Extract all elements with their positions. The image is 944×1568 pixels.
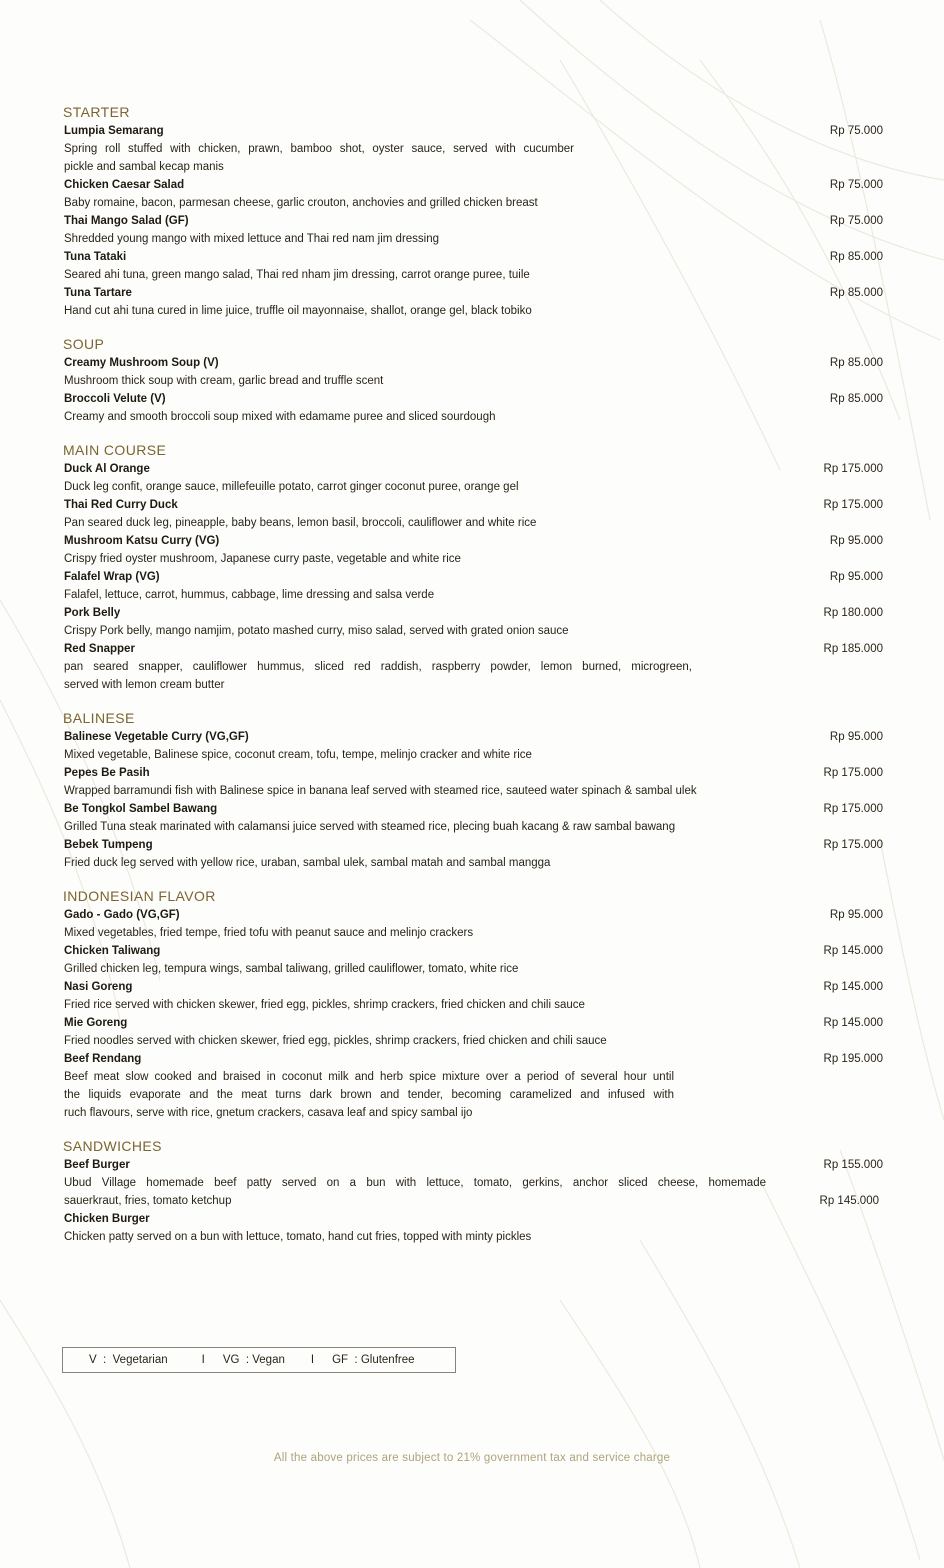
dish-description: Creamy and smooth broccoli soup mixed with edamame puree and sliced sourdough (64, 411, 496, 423)
dish-description: Crispy fried oyster mushroom, Japanese curry paste, vegetable and white rice (64, 553, 461, 565)
dish-name: Lumpia Semarang (64, 125, 164, 137)
menu-item-header (63, 496, 883, 514)
dish-description: Chicken patty served on a bun with lettuce, tomato, hand cut fries, topped with minty pickles (64, 1231, 532, 1243)
dish-price: Rp 75.000 (829, 215, 883, 227)
dish-name: Gado - Gado (VG,GF) (64, 909, 180, 921)
dish-name: Mushroom Katsu Curry (VG) (64, 535, 220, 547)
menu-item (63, 568, 883, 604)
dish-description: Beef meat slow cooked and braised in coconut milk and herb spice mixture over a period of several hour until (64, 1071, 674, 1083)
dish-price: Rp 95.000 (829, 731, 883, 743)
menu-section (63, 440, 883, 694)
menu-item-header (63, 212, 883, 230)
section-title: SOUP (63, 336, 105, 352)
menu-item-header (63, 1050, 883, 1068)
dish-name: Chicken Caesar Salad (64, 179, 185, 191)
menu-item (63, 800, 883, 836)
dish-name: Thai Mango Salad (GF) (64, 215, 189, 227)
dish-name: Chicken Taliwang (64, 945, 161, 957)
menu-item (63, 1014, 883, 1050)
dish-price: Rp 175.000 (823, 499, 883, 511)
dish-name: Beef Rendang (64, 1053, 142, 1065)
dish-description: ruch flavours, serve with rice, gnetum crackers, casava leaf and spicy sambal ijo (64, 1107, 473, 1119)
menu-section (63, 102, 883, 320)
menu-item-header (63, 1014, 883, 1032)
menu-item (63, 284, 883, 320)
dish-description: Fried rice served with chicken skewer, fried egg, pickles, shrimp crackers, fried chicken and chili sauce (64, 999, 585, 1011)
menu-item-header (63, 1210, 883, 1228)
menu-item (63, 1156, 883, 1210)
dish-description: Hand cut ahi tuna cured in lime juice, truffle oil mayonnaise, shallot, orange gel, black tobiko (64, 305, 532, 317)
menu-item (63, 354, 883, 390)
dish-name: Pork Belly (64, 607, 121, 619)
tax-notice: All the above prices are subject to 21% government tax and service charge (273, 1452, 671, 1464)
legend-glutenfree: GF : Glutenfree (332, 1354, 415, 1366)
menu-item-header (63, 122, 883, 140)
menu-item (63, 122, 883, 176)
dish-price: Rp 185.000 (823, 643, 883, 655)
dish-description: Crispy Pork belly, mango namjim, potato mashed curry, miso salad, served with grated onion sauce (64, 625, 569, 637)
menu-item-header (63, 906, 883, 924)
menu-item-header (63, 728, 883, 746)
menu-item (63, 728, 883, 764)
dish-description: Duck leg confit, orange sauce, millefeuille potato, carrot ginger coconut puree, orange gel (64, 481, 519, 493)
dish-price: Rp 85.000 (829, 251, 883, 263)
dish-description: Mixed vegetables, fried tempe, fried tofu with peanut sauce and melinjo crackers (64, 927, 474, 939)
menu-item-header (63, 176, 883, 194)
dish-name: Bebek Tumpeng (64, 839, 153, 851)
dish-description: sauerkraut, fries, tomato ketchup (64, 1195, 232, 1207)
dish-name: Mie Goreng (64, 1017, 128, 1029)
legend-separator: I (310, 1354, 315, 1366)
dish-description: Mushroom thick soup with cream, garlic bread and truffle scent (64, 375, 384, 387)
menu-item-header (63, 640, 883, 658)
dish-name: Beef Burger (64, 1159, 130, 1171)
dish-description: Fried duck leg served with yellow rice, uraban, sambal ulek, sambal matah and sambal mangga (64, 857, 551, 869)
dish-name: Duck Al Orange (64, 463, 150, 475)
dish-description: Spring roll stuffed with chicken, prawn, bamboo shot, oyster sauce, served with cucumber (64, 143, 574, 155)
dish-description: Wrapped barramundi fish with Balinese spice in banana leaf served with steamed rice, sauteed water spinach & sambal ulek (64, 785, 697, 797)
dish-price: Rp 95.000 (829, 909, 883, 921)
menu-item-header (63, 800, 883, 818)
dish-price: Rp 145.000 (823, 1017, 883, 1029)
dish-description: served with lemon cream butter (64, 679, 225, 691)
dish-name: Pepes Be Pasih (64, 767, 150, 779)
dish-name: Thai Red Curry Duck (64, 499, 178, 511)
dish-name: Chicken Burger (64, 1213, 150, 1225)
section-title: BALINESE (63, 710, 135, 726)
menu-item (63, 532, 883, 568)
dish-price: Rp 180.000 (823, 607, 883, 619)
menu-item (63, 1050, 883, 1122)
menu-item-header (63, 390, 883, 408)
menu-item-header (63, 532, 883, 550)
legend-separator: I (201, 1354, 205, 1366)
menu-item (63, 248, 883, 284)
dish-description: Grilled chicken leg, tempura wings, sambal taliwang, grilled cauliflower, tomato, white rice (64, 963, 519, 975)
menu-item (63, 390, 883, 426)
dish-price: Rp 145.000 (819, 1195, 879, 1207)
dish-description: pickle and sambal kecap manis (64, 161, 224, 173)
menu-item (63, 496, 883, 532)
menu-item (63, 604, 883, 640)
dish-name: Be Tongkol Sambel Bawang (64, 803, 218, 815)
section-title: SANDWICHES (63, 1138, 162, 1154)
dish-name: Red Snapper (64, 643, 135, 655)
dish-name: Balinese Vegetable Curry (VG,GF) (64, 731, 249, 743)
menu-item-header (63, 354, 883, 372)
menu-item-header (63, 568, 883, 586)
dish-price: Rp 145.000 (823, 981, 883, 993)
dish-description: the liquids evaporate and the meat turns dark brown and tender, becoming caramelized and infused with (64, 1089, 674, 1101)
dish-description: Falafel, lettuce, carrot, hummus, cabbage, lime dressing and salsa verde (64, 589, 435, 601)
dish-price: Rp 195.000 (823, 1053, 883, 1065)
dish-description: Pan seared duck leg, pineapple, baby beans, lemon basil, broccoli, cauliflower and white rice (64, 517, 537, 529)
dish-description: Seared ahi tuna, green mango salad, Thai red nham jim dressing, carrot orange puree, tuile (64, 269, 530, 281)
menu-item (63, 460, 883, 496)
menu-item-header (63, 1156, 883, 1174)
dish-name: Tuna Tataki (64, 251, 127, 263)
dish-price (793, 1210, 883, 1228)
menu-item-header (63, 284, 883, 302)
menu-item-header (63, 248, 883, 266)
dish-description: pan seared snapper, cauliflower hummus, sliced red raddish, raspberry powder, lemon burned, microgreen, (64, 661, 692, 673)
section-title: INDONESIAN FLAVOR (63, 888, 216, 904)
dish-price: Rp 175.000 (823, 767, 883, 779)
dish-name: Falafel Wrap (VG) (64, 571, 160, 583)
dish-price: Rp 155.000 (823, 1159, 883, 1171)
dish-price: Rp 75.000 (829, 179, 883, 191)
dish-price: Rp 145.000 (823, 945, 883, 957)
dish-name: Creamy Mushroom Soup (V) (64, 357, 219, 369)
menu-item (63, 836, 883, 872)
legend-vegetarian: V : Vegetarian (89, 1354, 168, 1366)
menu-item-header (63, 942, 883, 960)
menu-item (63, 176, 883, 212)
menu-section (63, 708, 883, 872)
menu-item (63, 978, 883, 1014)
menu-item-header (63, 836, 883, 854)
section-title: MAIN COURSE (63, 442, 167, 458)
menu-page (63, 100, 883, 1260)
menu-item-header (63, 764, 883, 782)
dish-price: Rp 175.000 (823, 803, 883, 815)
dish-price: Rp 95.000 (829, 571, 883, 583)
menu-item-header (63, 460, 883, 478)
dish-description: Ubud Village homemade beef patty served on a bun with lettuce, tomato, gerkins, anchor sliced cheese, homemade (64, 1177, 766, 1189)
dish-name: Broccoli Velute (V) (64, 393, 166, 405)
dish-description: Mixed vegetable, Balinese spice, coconut cream, tofu, tempe, melinjo cracker and white rice (64, 749, 532, 761)
dish-price: Rp 85.000 (829, 393, 883, 405)
dish-description: Grilled Tuna steak marinated with calamansi juice served with steamed rice, plecing buah kacang & raw sambal bawang (64, 821, 676, 833)
dish-price: Rp 175.000 (823, 463, 883, 475)
menu-item (63, 764, 883, 800)
legend-vegan: VG : Vegan (222, 1354, 285, 1366)
menu-section (63, 886, 883, 1122)
menu-section (63, 334, 883, 426)
menu-item (63, 212, 883, 248)
menu-section (63, 1136, 883, 1246)
dish-name: Nasi Goreng (64, 981, 133, 993)
menu-item (63, 942, 883, 978)
dish-description: Shredded young mango with mixed lettuce and Thai red nam jim dressing (64, 233, 440, 245)
menu-item (63, 640, 883, 694)
dish-price: Rp 95.000 (829, 535, 883, 547)
dish-description: Baby romaine, bacon, parmesan cheese, garlic crouton, anchovies and grilled chicken breast (64, 197, 538, 209)
dish-name: Tuna Tartare (64, 287, 132, 299)
dish-price: Rp 85.000 (829, 287, 883, 299)
dish-description: Fried noodles served with chicken skewer, fried egg, pickles, shrimp crackers, fried chicken and chili sauce (64, 1035, 607, 1047)
dish-price: Rp 75.000 (829, 125, 883, 137)
menu-item (63, 1210, 883, 1246)
menu-item-header (63, 604, 883, 622)
section-title: STARTER (63, 104, 130, 120)
dietary-legend (62, 1347, 456, 1373)
menu-item (63, 906, 883, 942)
dish-price: Rp 175.000 (823, 839, 883, 851)
menu-item-header (63, 978, 883, 996)
dish-price: Rp 85.000 (829, 357, 883, 369)
